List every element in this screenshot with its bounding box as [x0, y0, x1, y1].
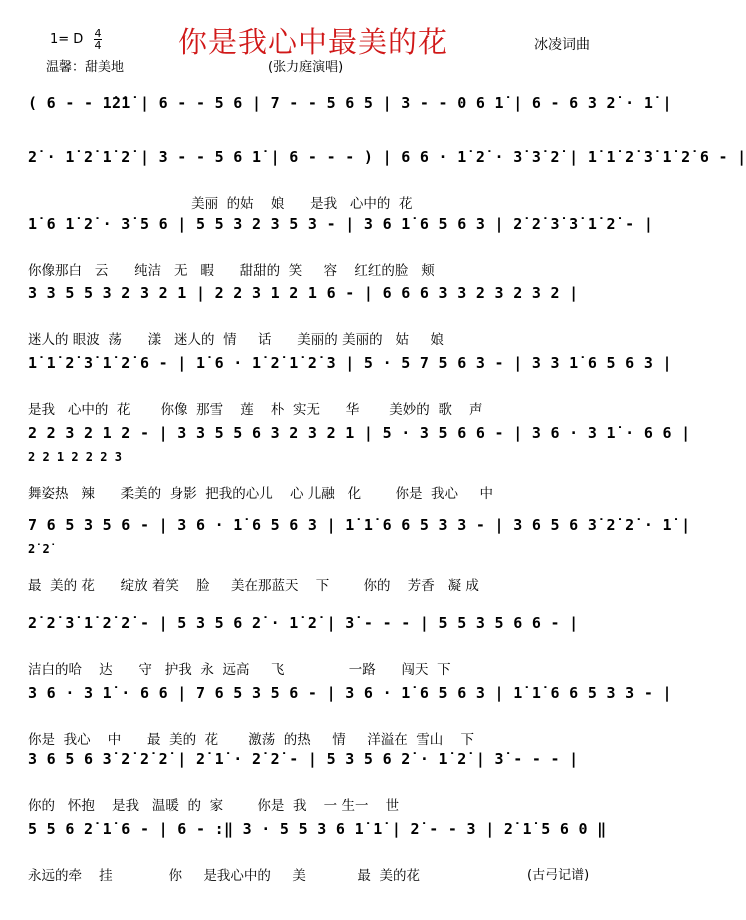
notation-line: 2̇ 2̇ 3̇ 1̇ 2̇ 2̇ - | 5 3 5 6 2̇ · 1̇ 2̇ | 3̇ - - - | 5 5 3 5 6 6 - |	[28, 614, 579, 632]
score-row-8	[0, 614, 649, 694]
notation-line: 2 2 3 2 1 2 - | 3 3 5 5 6 3 2 3 2 1 | 5 · 3 5 6 6 - | 3 6 · 3 1̇ · 6 6 |	[28, 424, 691, 442]
time-signature-top: 4	[94, 27, 102, 40]
performance-tip: 温馨：甜美地	[46, 60, 125, 75]
lyrics-line: 你像那白 云 纯洁 无 暇 甜甜的 笑 容 红红的脸 颊	[28, 263, 435, 279]
song-title: 你是我心中最美的花	[178, 25, 449, 59]
score-row-3	[0, 215, 654, 295]
score-row-5	[0, 354, 672, 434]
notation-line: 5 5 6 2̇ 1̇ 6 - | 6 - :‖ 3 · 5 5 3 6 1̇ 1̇ | 2̇ - - 3 | 2̇ 1̇ 5 6 0 ‖	[28, 820, 607, 838]
time-signature-bottom: 4	[94, 39, 102, 52]
notation-subline: 2 2 1 2 2 2 3	[28, 450, 122, 464]
lyrics-line: 永远的牵 挂 你 是我心中的 美 最 美的花	[28, 868, 420, 884]
lyrics-line: 舞姿热 辣 柔美的 身影 把我的心儿 心 儿融 化 你是 我心 中	[28, 486, 493, 502]
notation-line: ( 6 - - 1̇2̇1̇ | 6 - - 5 6 | 7 - - 5 6 5 | 3 - - 0 6 1̇ | 6 - 6 3 2̇ · 1̇ |	[28, 94, 672, 112]
score-row-4	[0, 284, 649, 364]
transcriber-credit: (古弓记谱)	[527, 868, 590, 883]
lyrics-line: 你是 我心 中 最 美的 花 激荡 的热 情 洋溢在 雪山 下	[28, 732, 474, 748]
notation-line: 3 3 5 5 3 2 3 2 1 | 2 2 3 1 2 1 6 - | 6 6 6 3 3 2 3 2 3 2 |	[28, 284, 579, 302]
time-signature	[94, 28, 102, 51]
notation-line: 1̇ 6 1̇ 2̇ · 3̇ 5 6 | 5 5 3 2 3 5 3 - | 3 6 1̇ 6 5 6 3 | 2̇ 2̇ 3̇ 3̇ 1̇ 2̇ - |	[28, 215, 654, 233]
singer-credit: (张力庭演唱)	[268, 60, 344, 75]
lyrics-line: 迷人的 眼波 荡 漾 迷人的 情 话 美丽的 美丽的 姑 娘	[28, 332, 444, 348]
score-row-6	[0, 424, 691, 504]
lyrics-line: 美丽 的姑 娘 是我 心中的 花	[28, 196, 413, 212]
lyrics-line: 是我 心中的 花 你像 那雪 莲 朴 实无 华 美妙的 歌 声	[28, 402, 483, 418]
notation-line: 3 6 · 3 1̇ · 6 6 | 7 6 5 3 5 6 - | 3 6 · 1̇ 6 5 6 3 | 1̇ 1̇ 6 6 5 3 3 - |	[28, 684, 672, 702]
notation-line: 7 6 5 3 5 6 - | 3 6 · 1̇ 6 5 6 3 | 1̇ 1̇ 6 6 5 3 3 - | 3 6 5 6 3̇ 2̇ 2̇ · 1̇ |	[28, 516, 691, 534]
lyrics-line: 最 美的 花 绽放 着笑 脸 美在那蓝天 下 你的 芳香 凝 成	[28, 578, 479, 594]
lyrics-line: 你的 怀抱 是我 温暖 的 家 你是 我 一 生一 世	[28, 798, 400, 814]
key-signature: 1= D	[50, 32, 84, 47]
notation-line: 3 6 5 6 3̇ 2̇ 2̇ 2̇ | 2̇ 1̇ · 2̇ 2̇ - | 5 3 5 6 2̇ · 1̇ 2̇ | 3̇ - - - |	[28, 750, 579, 768]
score-row-7	[0, 516, 691, 596]
score-row-11	[0, 820, 649, 900]
lyrics-line: 洁白的哈 达 守 护我 永 远高 飞 一路 闯天 下	[28, 662, 451, 678]
notation-line: 1̇ 1̇ 2̇ 3̇ 1̇ 2̇ 6 - | 1̇ 6 · 1̇ 2̇ 1̇ 2̇ 3 | 5 · 5 7 5 6 3 - | 3 3 1̇ 6 5 6 3 |	[28, 354, 672, 372]
notation-subline: 2̇ 2̇	[28, 542, 50, 556]
composer-credit: 冰凌词曲	[534, 37, 590, 53]
score-row-10	[0, 750, 649, 830]
notation-line: 2̇ · 1̇ 2̇ 1̇ 2̇ | 3 - - 5 6 1̇ | 6 - - - ) | 6 6 · 1̇ 2̇ · 3̇ 3̇ 2̇ | 1̇ 1̇ 2̇ 3̇ 1̇ 2̇ 6 - |	[28, 148, 746, 166]
